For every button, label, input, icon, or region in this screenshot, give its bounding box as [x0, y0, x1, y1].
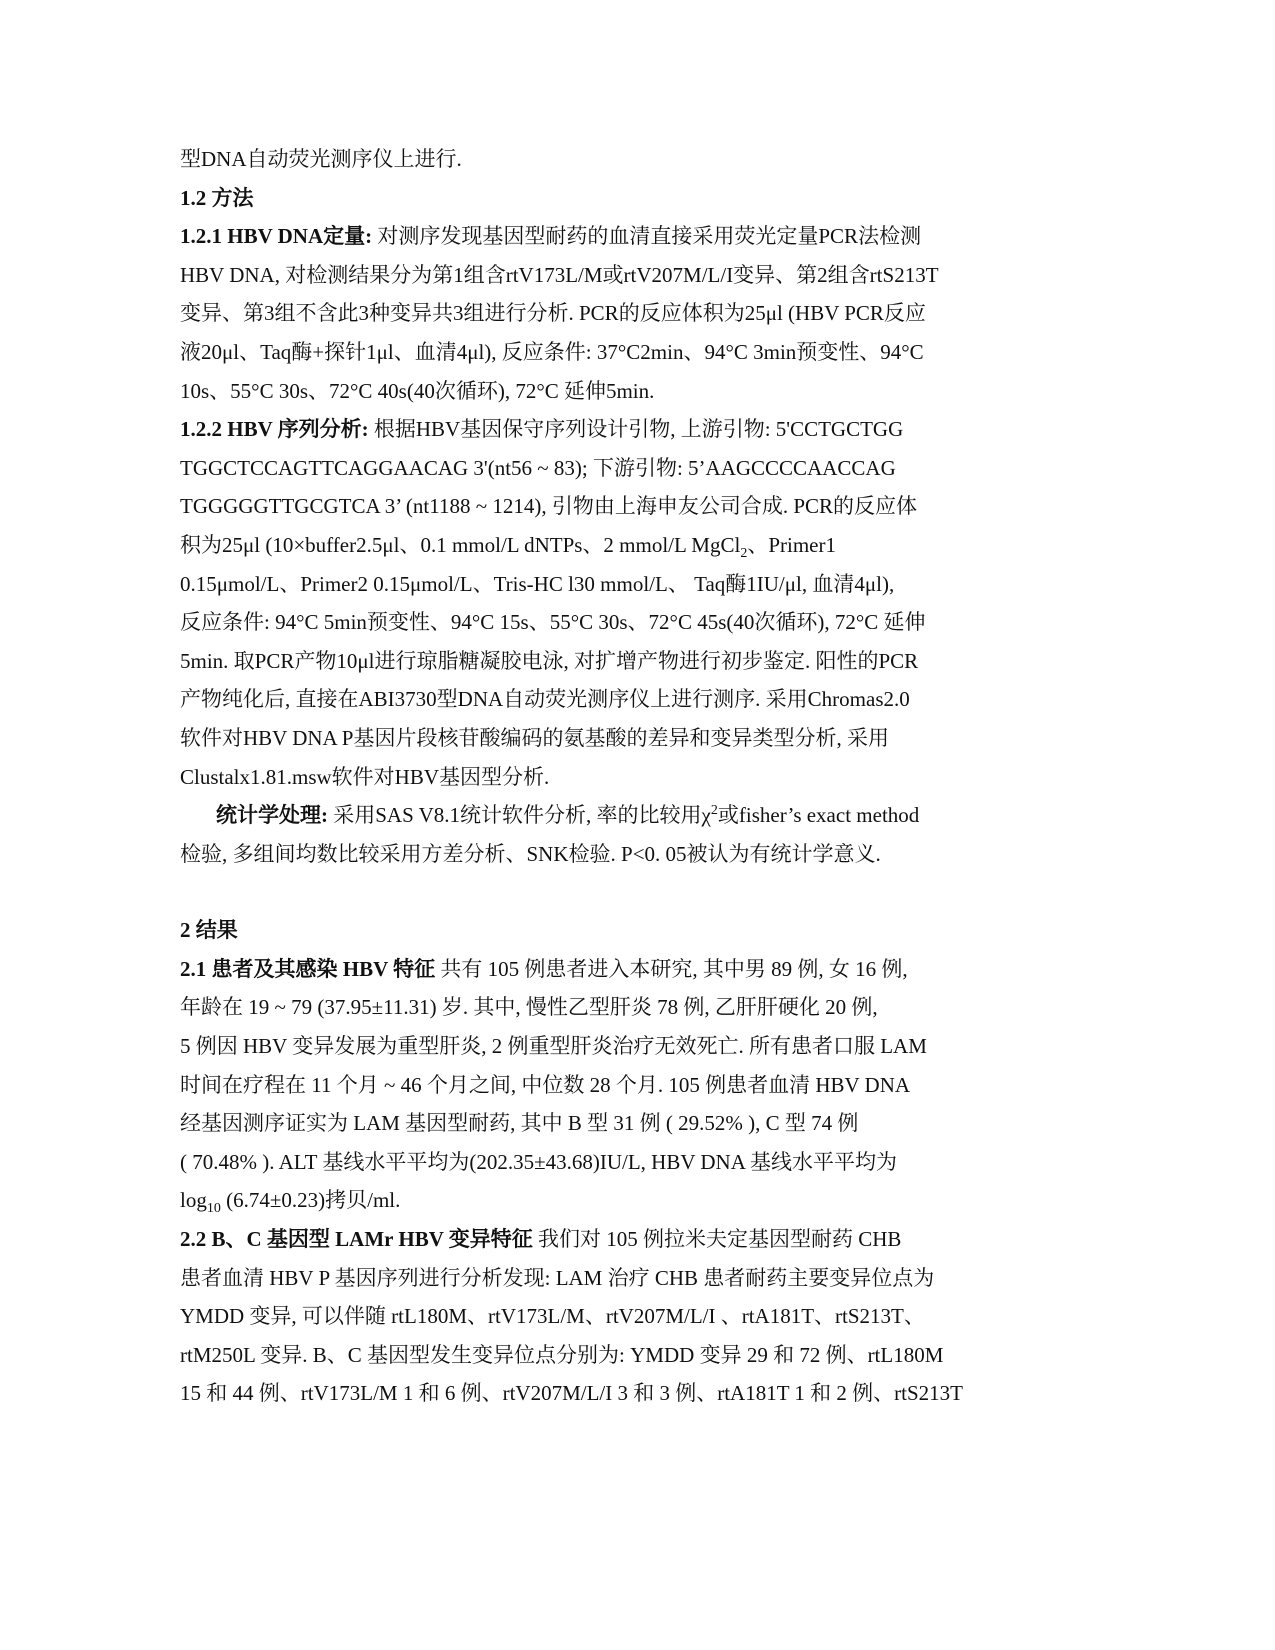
paragraph-line: 时间在疗程在 11 个月 ~ 46 个月之间, 中位数 28 个月. 105 例患者血清 HBV DNA: [180, 1072, 911, 1097]
section-heading-2: 2 结果: [180, 918, 238, 943]
paragraph-line: TGGCTCCAGTTCAGGAACAG 3'(nt56 ~ 83); 下游引物: 5’AAGCCCCAACCAG: [180, 455, 896, 480]
paragraph-line: 软件对HBV DNA P基因片段核苷酸编码的氨基酸的差异和变异类型分析, 采用: [180, 725, 889, 750]
text: 积为25μl (10×buffer2.5μl、0.1 mmol/L dNTPs、2 mmol/L MgCl: [180, 532, 741, 557]
paragraph-line: 15 和 44 例、rtV173L/M 1 和 6 例、rtV207M/L/I 3 和 3 例、rtA181T 1 和 2 例、rtS213T: [180, 1381, 964, 1406]
subsection-title: 1.2.2 HBV 序列分析:: [180, 417, 369, 442]
paragraph-line: 经基因测序证实为 LAM 基因型耐药, 其中 B 型 31 例 ( 29.52% ), C 型 74 例: [180, 1111, 859, 1136]
subsection-1-2-1: [180, 217, 1050, 410]
text: log: [180, 1188, 207, 1213]
text: (6.74±0.23)拷贝/ml.: [220, 1188, 401, 1213]
paragraph-line: 5 例因 HBV 变异发展为重型肝炎, 2 例重型肝炎治疗无效死亡. 所有患者口服 LAM: [180, 1034, 927, 1059]
subsection-1-2-2: [180, 410, 1050, 796]
paragraph-line: ( 70.48% ). ALT 基线水平平均为(202.35±43.68)IU/L, HBV DNA 基线水平平均为: [180, 1149, 897, 1174]
paragraph-line: 产物纯化后, 直接在ABI3730型DNA自动荧光测序仪上进行测序. 采用Chromas2.0: [180, 687, 910, 712]
paragraph-line: YMDD 变异, 可以伴随 rtL180M、rtV173L/M、rtV207M/L/I 、rtA181T、rtS213T、: [180, 1304, 925, 1329]
superscript: 2: [710, 803, 718, 819]
text: 我们对 105 例拉米夫定基因型耐药 CHB: [532, 1227, 902, 1252]
paragraph-line: 患者血清 HBV P 基因序列进行分析发现: LAM 治疗 CHB 患者耐药主要变异位点为: [180, 1265, 935, 1290]
subsection-2-1: [180, 950, 1050, 1220]
text: 共有 105 例患者进入本研究, 其中男 89 例, 女 16 例,: [435, 956, 908, 981]
paragraph-line: 变异、第3组不含此3种变异共3组进行分析. PCR的反应体积为25μl (HBV PCR反应: [180, 301, 926, 326]
paragraph-line: 反应条件: 94°C 5min预变性、94°C 15s、55°C 30s、72°C 45s(40次循环), 72°C 延伸: [180, 610, 926, 635]
subsection-title: 2.1 患者及其感染 HBV 特征: [180, 956, 436, 981]
subscript: 10: [206, 1201, 221, 1217]
subsection-title: 2.2 B、C 基因型 LAMr HBV 变异特征: [180, 1227, 533, 1252]
paragraph-line: 5min. 取PCR产物10μl进行琼脂糖凝胶电泳, 对扩增产物进行初步鉴定. 阳性的PCR: [180, 648, 919, 673]
subscript: 2: [740, 546, 748, 562]
subsection-title: 1.2.1 HBV DNA定量:: [180, 224, 373, 249]
text: 或fisher’s exact method: [717, 803, 920, 828]
text: 、Primer1: [747, 532, 836, 557]
subsection-2-2: [180, 1220, 1050, 1413]
section-heading-1-2: 1.2 方法: [180, 185, 254, 210]
text: 根据HBV基因保守序列设计引物, 上游引物: 5'CCTGCTGG: [368, 417, 904, 442]
paragraph-line: [180, 140, 1050, 179]
text: 采用SAS V8.1统计软件分析, 率的比较用χ: [328, 803, 711, 828]
paragraph-line: Clustalx1.81.msw软件对HBV基因型分析.: [180, 764, 550, 789]
section-gap: [180, 873, 1050, 911]
paragraph-line: 10s、55°C 30s、72°C 40s(40次循环), 72°C 延伸5min.: [180, 378, 655, 403]
paragraph-line: [180, 526, 1050, 565]
paragraph-line: 检验, 多组间均数比较采用方差分析、SNK检验. P<0. 05被认为有统计学意义.: [180, 841, 881, 866]
text: 对测序发现基因型耐药的血清直接采用荧光定量PCR法检测: [372, 224, 922, 249]
paragraph-line: HBV DNA, 对检测结果分为第1组含rtV173L/M或rtV207M/L/I变异、第2组含rtS213T: [180, 262, 939, 287]
paragraph-line: rtM250L 变异. B、C 基因型发生变异位点分别为: YMDD 变异 29 和 72 例、rtL180M: [180, 1342, 944, 1367]
paragraph-line: 0.15μmol/L、Primer2 0.15μmol/L、Tris-HC l30 mmol/L、 Taq酶1IU/μl, 血清4μl),: [180, 571, 895, 596]
paragraph-line: 液20μl、Taq酶+探针1μl、血清4μl), 反应条件: 37°C2min、94°C 3min预变性、94°C: [180, 339, 924, 364]
statistics-paragraph: [180, 796, 1050, 873]
statistics-title: 统计学处理:: [216, 803, 328, 828]
paragraph-line: 年龄在 19 ~ 79 (37.95±11.31) 岁. 其中, 慢性乙型肝炎 78 例, 乙肝肝硬化 20 例,: [180, 995, 878, 1020]
paragraph-line: [180, 1181, 1050, 1220]
page-content: [180, 140, 1050, 1413]
paragraph-line: TGGGGGTTGCGTCA 3’ (nt1188 ~ 1214), 引物由上海申友公司合成. PCR的反应体: [180, 494, 918, 519]
text: 型DNA自动荧光测序仪上进行.: [180, 147, 462, 171]
